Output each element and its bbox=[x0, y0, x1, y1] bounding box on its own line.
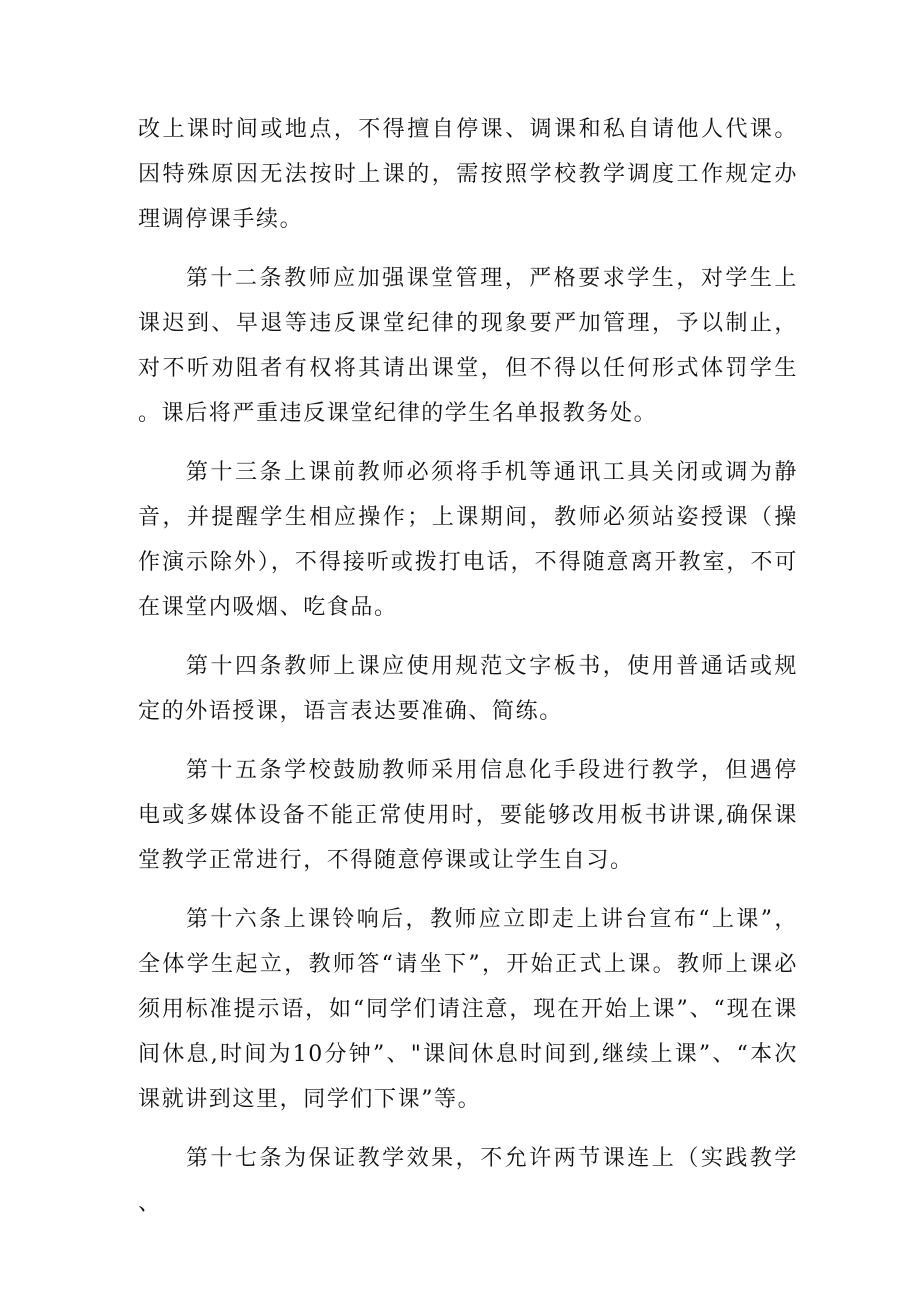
paragraph-article-17: 第十七条为保证教学效果，不允许两节课连上（实践教学、 bbox=[138, 1146, 798, 1216]
paragraph-article-12: 第十二条教师应加强课堂管理，严格要求学生，对学生上课迟到、早退等违反课堂纪律的现象要严加管理，予以制止，对不听劝阻者有权将其请出课堂，但不得以任何形式体罚学生。课后将严重违反课堂纪律的学生名单报教务处。 bbox=[138, 266, 798, 426]
paragraph-article-16: 第十六条上课铃响后，教师应立即走上讲台宣布“上课”，全体学生起立，教师答“请坐下”，开始正式上课。教师上课必须用标准提示语，如“同学们请注意，现在开始上课”、“现在课间休息,时间为10分钟”、"课间休息时间到,继续上课”、“本次课就讲到这里，同学们下课”等。 bbox=[138, 907, 798, 1112]
paragraph-article-14: 第十四条教师上课应使用规范文字板书，使用普通话或规定的外语授课，语言表达要准确、简练。 bbox=[138, 654, 798, 724]
document-body bbox=[138, 107, 798, 1240]
paragraph-continuation: 改上课时间或地点，不得擅自停课、调课和私自请他人代课。因特殊原因无法按时上课的，需按照学校教学调度工作规定办理调停课手续。 bbox=[138, 117, 798, 232]
paragraph-article-15: 第十五条学校鼓励教师采用信息化手段进行教学，但遇停电或多媒体设备不能正常使用时，要能够改用板书讲课,确保课堂教学正常进行，不得随意停课或让学生自习。 bbox=[138, 758, 798, 873]
paragraph-article-13: 第十三条上课前教师必须将手机等通讯工具关闭或调为静音，并提醒学生相应操作；上课期间，教师必须站姿授课（操作演示除外），不得接听或拨打电话，不得随意离开教室，不可在课堂内吸烟、吃食品。 bbox=[138, 460, 798, 620]
